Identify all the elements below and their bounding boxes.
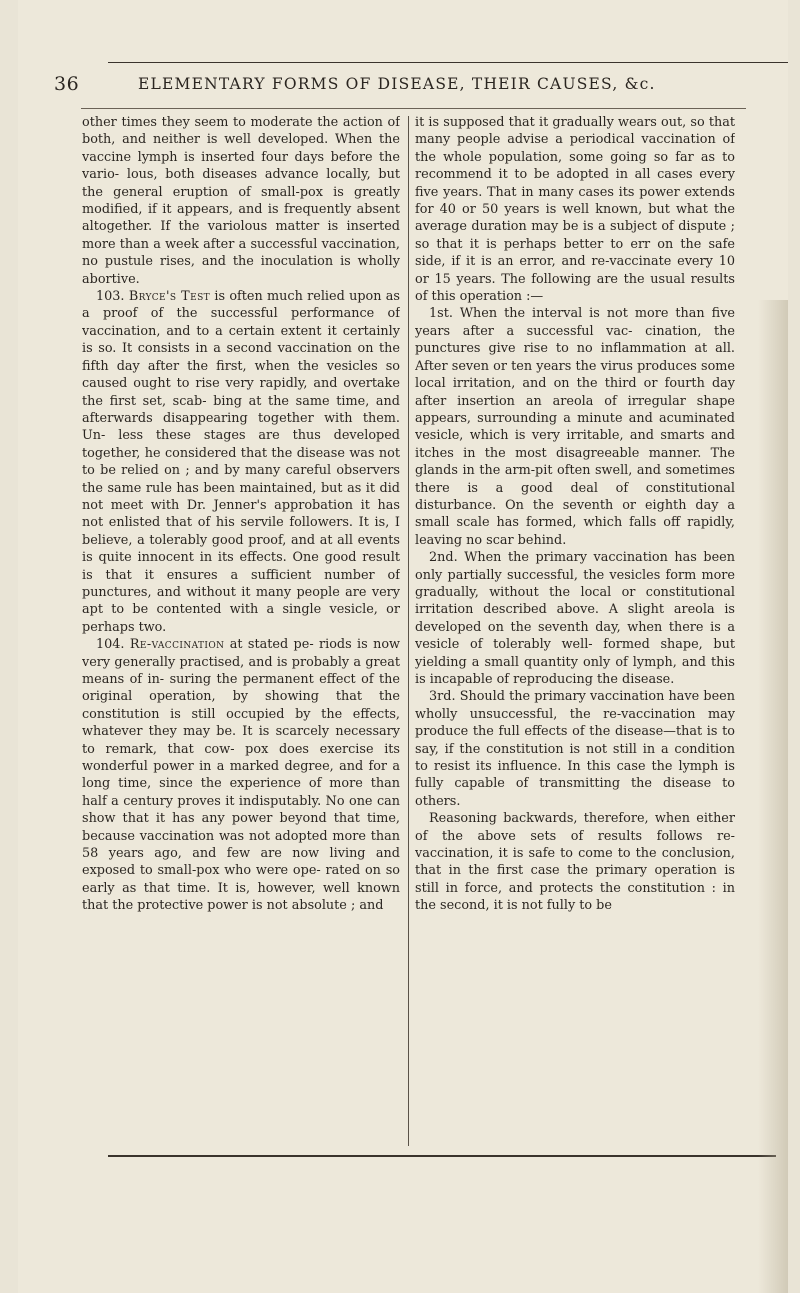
header-rule [81, 108, 746, 109]
page-number: 36 [54, 73, 80, 95]
running-title: ELEMENTARY FORMS OF DISEASE, THEIR CAUSES, &c. [138, 75, 656, 93]
page-edge-shadow [758, 300, 788, 1293]
section-number: 103. [96, 289, 125, 305]
section-103 [82, 288, 400, 636]
section-text: is often much relied upon as a proof of the successful performance of vaccination, and to a certain extent it certainly is so. It consists in a second vaccination on the fifth day after the first, when the vesicles so caused ought to rise very rapidly, and overtake the first set, scab- bing at the same time, and afterwards disappearing together with them. Un- less these stages are thus developed together, he considered that the disease was not to be relied on ; and by many careful observers the same rule has been maintained, but as it did not meet with Dr. Jenner's approbation it has not enlisted that of his servile followers. It is, I believe, a tolerably good proof, and at all events is quite innocent in its effects. One good result is that it ensures a sufficient number of punctures, and without it many people are very apt to be contented with a single vesicle, or perhaps two. [82, 289, 400, 635]
section-text: at stated pe- riods is now very generally practised, and is probably a great means of in- suring the permanent effect of the original operation, by showing that the constitution is still occupied by the effects, whatever they may be. It is scarcely necessary to remark, that cow- pox does exercise its wonderful power in a marked degree, and for a long time, since the experience of more than half a century proves it indisputably. No one can show that it has any power beyond that time, because vaccination was not adopted more than 58 years ago, and few are now living and exposed to small-pox who were ope- rated on so early as that time. It is, however, well known that the protective power is not absolute ; and [82, 637, 400, 914]
page-header [54, 73, 784, 101]
top-rule [108, 62, 788, 63]
section-104 [82, 636, 400, 915]
section-heading: Re-vaccination [129, 637, 225, 653]
conclusion-paragraph: Reasoning backwards, therefore, when either of the above sets of results follows re-vaccination, it is safe to come to the conclusion, that in the first case the primary operation is still in force, and protects the constitution : in the second, it is not fully to be [415, 811, 735, 914]
book-page [18, 0, 788, 1293]
section-number: 104. [96, 637, 125, 653]
result-first: 1st. When the interval is not more than five years after a successful vac- cination, the punctures give rise to no inflammation at all. After seven or ten years the virus produces some local irritation, and on the third or fourth day after insertion an areola of irregular shape appears, surrounding a minute and acuminated vesicle, which is very irritable, and smarts and itches in the most disagreeable manner. The glands in the arm-pit often swell, and sometimes there is a good deal of constitutional disturbance. On the seventh or eighth day a small scale has formed, which falls off rapidly, leaving no scar behind. [415, 306, 735, 548]
section-heading: Bryce's Test [128, 289, 211, 305]
right-column [415, 114, 735, 1154]
left-column [82, 114, 400, 1154]
result-second: 2nd. When the primary vaccination has been only partially successful, the vesicles form more gradually, without the local or constitutional irritation described above. A slight areola is developed on the seventh day, when there is a vesicle of tolerably well- formed shape, but yielding a small quantity only of lymph, and this is incapable of reproducing the disease. [415, 550, 735, 687]
left-paragraph-1: other times they seem to moderate the action of both, and neither is well developed. When the vaccine lymph is inserted four days before the vario- lous, both diseases advance locally, but the general eruption of small-pox is greatly modified, if it appears, and is frequently absent altogether. If the variolous matter is inserted more than a week after a successful vaccination, no pustule rises, and the inoculation is wholly abortive. [82, 115, 400, 287]
bottom-rule [108, 1155, 776, 1157]
right-paragraph-1: it is supposed that it gradually wears out, so that many people advise a periodical vaccination of the whole population, some going so far as to recommend it to be adopted in all cases every five years. That in many cases its power extends for 40 or 50 years is well known, but what the average duration may be is a subject of dispute ; so that it is perhaps better to err on the safe side, if it is an error, and re-vaccinate every 10 or 15 years. The following are the usual results of this operation :— [415, 115, 735, 305]
result-third: 3rd. Should the primary vaccination have been wholly unsuccessful, the re-vaccination may produce the full effects of the disease—that is to say, if the constitution is not still in a condition to resist its influence. In this case the lymph is fully capable of transmitting the disease to others. [415, 689, 735, 809]
column-divider [408, 116, 409, 1146]
